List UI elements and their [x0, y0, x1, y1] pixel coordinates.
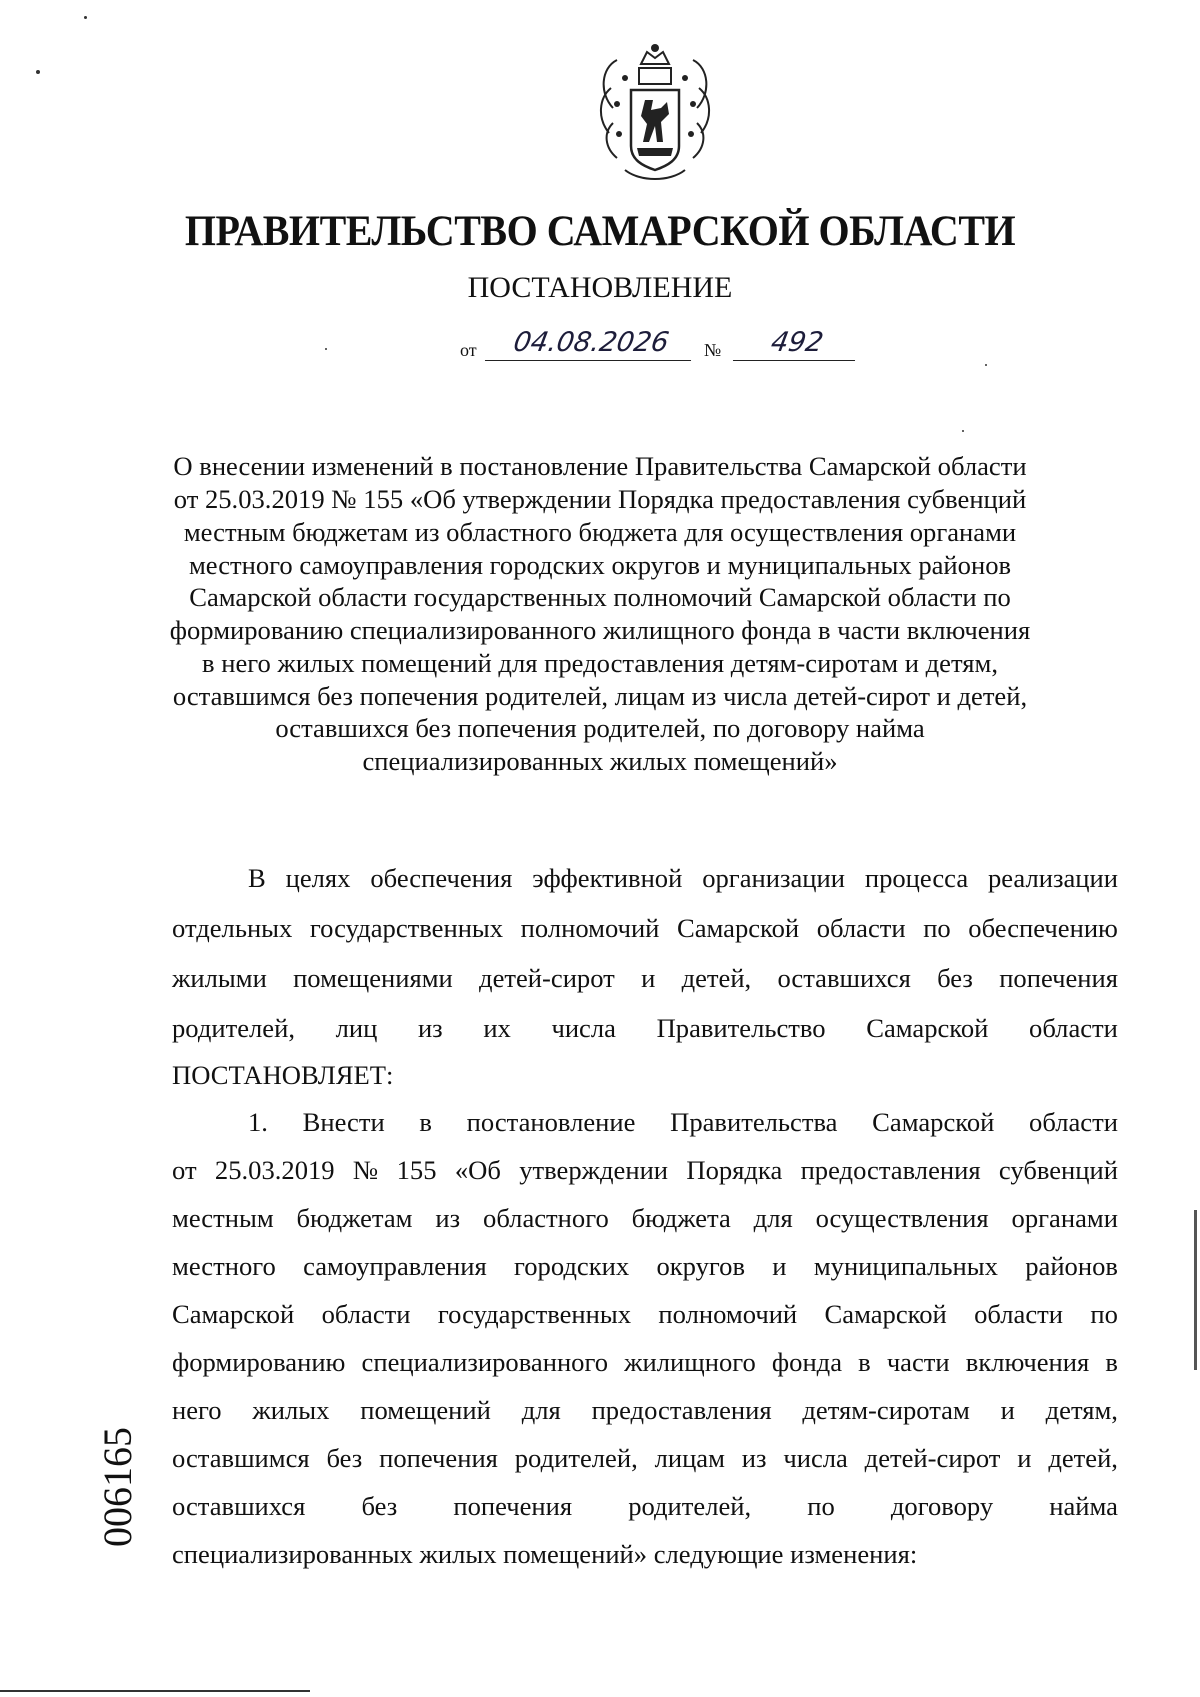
- word: специализированного: [361, 1347, 609, 1377]
- document-type: ПОСТАНОВЛЕНИЕ: [467, 271, 733, 304]
- subject-line: оставшимся без попечения родителей, лицам из числа детей-сирот и детей,: [172, 681, 1028, 711]
- scan-speck: [84, 16, 87, 19]
- word: формированию: [172, 1347, 346, 1377]
- word: детям-сиротам: [802, 1395, 970, 1425]
- word: жилищного: [624, 1347, 756, 1377]
- word: предоставления: [591, 1395, 772, 1425]
- word: в: [858, 1347, 871, 1377]
- item-1-line: [248, 1102, 1118, 1142]
- word: без: [326, 1443, 363, 1473]
- word: 155: [396, 1155, 437, 1185]
- item-1-line: [172, 1246, 1118, 1286]
- word: процесса: [864, 863, 969, 893]
- word: самоуправления: [303, 1251, 487, 1281]
- word: 25.03.2019: [214, 1155, 335, 1185]
- word: по: [807, 1491, 835, 1521]
- word: и: [1000, 1395, 1015, 1425]
- word: Самарской: [676, 913, 800, 943]
- document-number: 492: [733, 326, 861, 361]
- word: эффективной: [532, 863, 683, 893]
- item-1-line: [172, 1294, 1118, 1334]
- word: договору: [890, 1491, 994, 1521]
- word: и: [641, 963, 656, 993]
- word: Порядка: [686, 1155, 783, 1185]
- word: попечения: [379, 1443, 498, 1473]
- word: него: [172, 1395, 222, 1425]
- word: обеспечения: [370, 863, 513, 893]
- word: из: [435, 1203, 461, 1233]
- word: в: [419, 1107, 432, 1137]
- subject-line: Самарской области государственных полномочий Самарской области по: [189, 582, 1011, 612]
- word: от: [172, 1155, 197, 1185]
- word: бюджета: [631, 1203, 731, 1233]
- word: органами: [1011, 1203, 1118, 1233]
- word: Самарской: [866, 1013, 989, 1043]
- item-1-line: [172, 1438, 1118, 1478]
- word: организации: [702, 863, 845, 893]
- item-1-line: [172, 1198, 1118, 1238]
- word: оставшихся: [777, 963, 911, 993]
- word: постановление: [466, 1107, 636, 1137]
- word: Внести: [302, 1107, 385, 1137]
- word: по: [923, 913, 951, 943]
- preamble-line: [172, 958, 1118, 998]
- word: №: [352, 1155, 379, 1185]
- word: помещений: [360, 1395, 491, 1425]
- word: государственных: [309, 913, 504, 943]
- word: родителей,: [514, 1443, 638, 1473]
- word: найма: [1049, 1491, 1118, 1521]
- word: В: [248, 863, 266, 893]
- word: обеспечению: [968, 913, 1118, 943]
- word: и: [1017, 1443, 1032, 1473]
- subject-line: в него жилых помещений для предоставления детям-сиротам и детям,: [202, 648, 998, 678]
- item-1-line: [172, 1342, 1118, 1382]
- subject-line: местного самоуправления городских округов и муниципальных районов: [188, 550, 1012, 580]
- item-1-line: специализированных жилых помещений» следующие изменения:: [172, 1539, 918, 1569]
- word: из: [417, 1013, 443, 1043]
- word: Правительство: [656, 1013, 826, 1043]
- preamble-line: [172, 908, 1118, 948]
- word: детям,: [1045, 1395, 1118, 1425]
- subject-line: оставшихся без попечения родителей, по договору найма: [275, 713, 925, 743]
- word: округов: [656, 1251, 746, 1281]
- word: целях: [285, 863, 351, 893]
- word: Самарской: [824, 1299, 947, 1329]
- word: из: [741, 1443, 767, 1473]
- word: «Об: [454, 1155, 501, 1185]
- word: без: [937, 963, 973, 993]
- word: родителей,: [628, 1491, 752, 1521]
- word: оставшихся: [172, 1491, 306, 1521]
- word: без: [361, 1491, 398, 1521]
- word: жилых: [252, 1395, 330, 1425]
- word: местного: [172, 1251, 276, 1281]
- subject-line: специализированных жилых помещений»: [362, 746, 838, 776]
- word: для: [753, 1203, 793, 1233]
- item-1-line: [172, 1486, 1118, 1526]
- word: полномочий: [520, 913, 660, 943]
- word: Самарской: [172, 1299, 295, 1329]
- word: районов: [1025, 1251, 1118, 1281]
- word: субвенций: [998, 1155, 1118, 1185]
- word: местным: [172, 1203, 274, 1233]
- word: детей,: [1048, 1443, 1118, 1473]
- word: городских: [514, 1251, 630, 1281]
- margin-serial-number: [95, 1412, 140, 1562]
- scan-speck: [36, 70, 40, 74]
- word: предоставления: [800, 1155, 981, 1185]
- word: жилыми: [172, 963, 267, 993]
- scan-speck: [985, 364, 987, 366]
- word: области: [1029, 1107, 1118, 1137]
- word: для: [521, 1395, 561, 1425]
- word: области: [1029, 1013, 1118, 1043]
- number-sign: №: [704, 340, 722, 360]
- margin-serial-number-text: 006165: [95, 1427, 140, 1547]
- word: лицам: [654, 1443, 725, 1473]
- word: оставшимся: [172, 1443, 310, 1473]
- subject-line: О внесении изменений в постановление Правительства Самарской области: [173, 451, 1027, 481]
- word: муниципальных: [813, 1251, 998, 1281]
- word: реализации: [988, 863, 1118, 893]
- scan-speck: [962, 430, 964, 432]
- subject-line: местным бюджетам из областного бюджета для осуществления органами: [183, 517, 1017, 547]
- coat-of-arms-icon: [595, 38, 715, 184]
- word: их: [483, 1013, 511, 1043]
- scan-edge-mark: [1194, 1210, 1197, 1370]
- word: осуществления: [815, 1203, 989, 1233]
- document-date: 04.08.2026: [485, 326, 697, 361]
- word: по: [1090, 1299, 1118, 1329]
- word: числа: [551, 1013, 616, 1043]
- word: части: [886, 1347, 950, 1377]
- word: фонда: [771, 1347, 843, 1377]
- scan-speck: [325, 348, 327, 350]
- scan-bottom-line: [0, 1690, 310, 1692]
- word: попечения: [999, 963, 1118, 993]
- word: попечения: [453, 1491, 573, 1521]
- word: 1.: [248, 1107, 268, 1137]
- word: областного: [483, 1203, 609, 1233]
- date-prefix: от: [460, 340, 477, 360]
- word: в: [1105, 1347, 1118, 1377]
- word: полномочий: [658, 1299, 798, 1329]
- word: и: [772, 1251, 787, 1281]
- word: Самарской: [872, 1107, 995, 1137]
- word: числа: [783, 1443, 848, 1473]
- word: родителей,: [172, 1013, 295, 1043]
- word: Правительства: [670, 1107, 838, 1137]
- subject-line: от 25.03.2019 № 155 «Об утверждении Порядка предоставления субвенций: [173, 484, 1027, 514]
- item-1-line: [172, 1150, 1118, 1190]
- word: детей,: [681, 963, 752, 993]
- word: включения: [965, 1347, 1090, 1377]
- word: области: [816, 913, 906, 943]
- word: области: [321, 1299, 411, 1329]
- word: бюджетам: [296, 1203, 413, 1233]
- preamble-line: [248, 858, 1118, 898]
- word: детей-сирот: [864, 1443, 1001, 1473]
- preamble-line: ПОСТАНОВЛЯЕТ:: [172, 1060, 394, 1090]
- word: лиц: [335, 1013, 378, 1043]
- word: утверждении: [519, 1155, 669, 1185]
- preamble-line: [172, 1008, 1118, 1048]
- word: государственных: [437, 1299, 632, 1329]
- word: помещениями: [293, 963, 453, 993]
- item-1-line: [172, 1390, 1118, 1430]
- subject-line: формированию специализированного жилищного фонда в части включения: [169, 615, 1031, 645]
- organization-title: ПРАВИТЕЛЬСТВО САМАРСКОЙ ОБЛАСТИ: [184, 208, 1016, 255]
- word: детей-сирот: [479, 963, 615, 993]
- word: отдельных: [172, 913, 293, 943]
- word: области: [974, 1299, 1064, 1329]
